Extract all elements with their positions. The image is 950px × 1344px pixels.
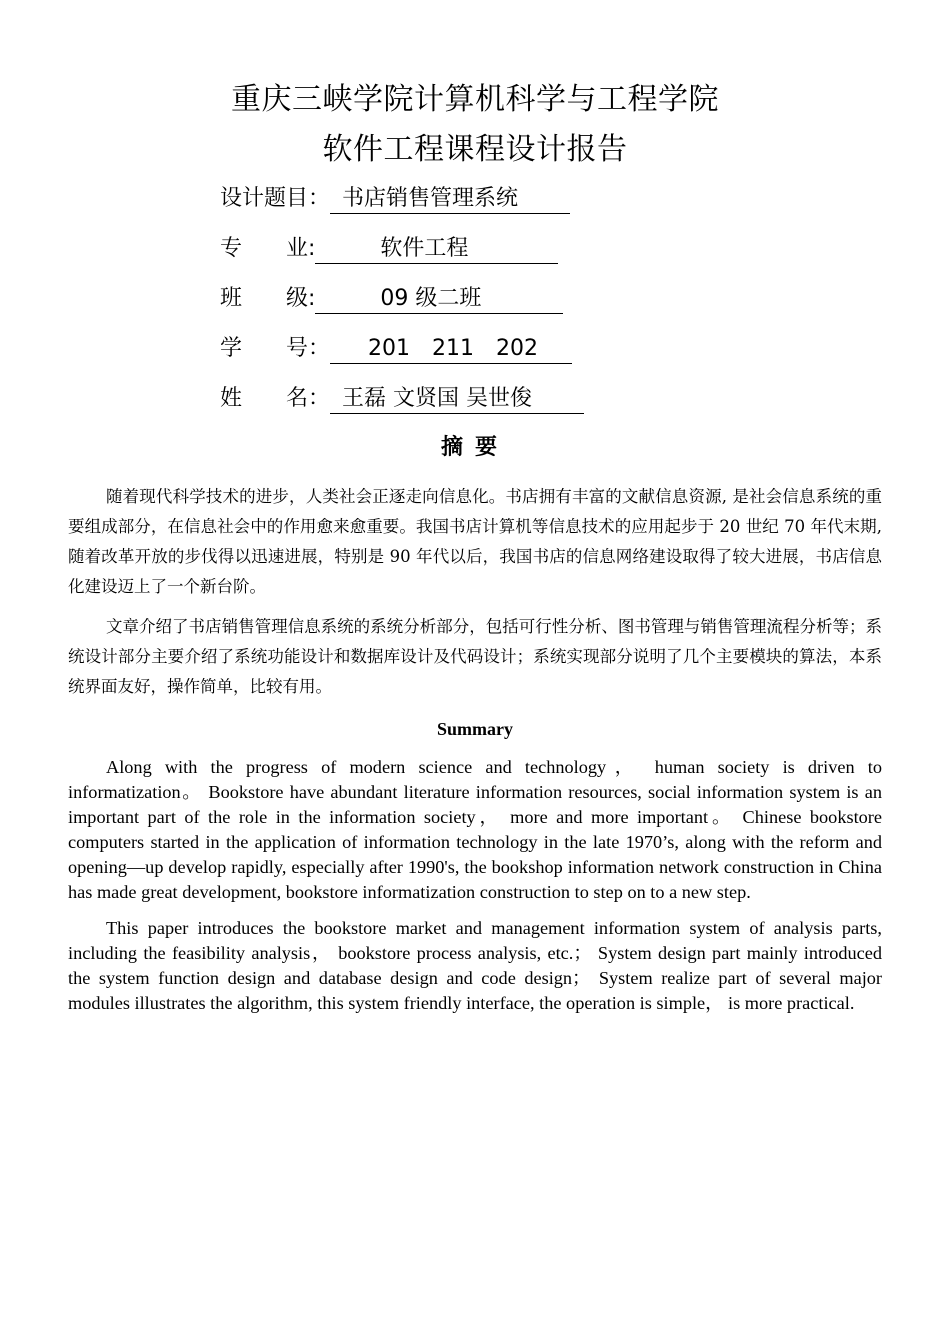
major-value: 软件工程	[315, 235, 558, 264]
info-row-class	[220, 282, 563, 316]
info-row-student-id	[220, 332, 572, 366]
student-id-label: 学 号：	[220, 336, 331, 361]
class-value: 09 级二班	[315, 285, 563, 314]
report-title-line1: 重庆三峡学院计算机科学与工程学院	[231, 82, 719, 117]
info-row-topic	[220, 182, 570, 216]
abstract-paragraph-1: 随着现代科学技术的进步，人类社会正逐走向信息化。书店拥有丰富的文献信息资源, 是社会信息系统的重要组成部分，在信息社会中的作用愈来愈重要。我国书店计算机等信息技术的应用起步于 20 世纪 70 年代末期, 随着改革开放的步伐得以迅速进展，特别是 90 年代以后，我国书店的信息网络建设取得了较大进展，书店信息化建设迈上了一个新台阶。	[68, 487, 882, 596]
name-value: 王磊 文贤国 吴世俊	[330, 385, 584, 414]
info-row-major	[220, 232, 558, 266]
abstract-paragraph-2: 文章介绍了书店销售管理信息系统的系统分析部分，包括可行性分析、图书管理与销售管理流程分析等；系统设计部分主要介绍了系统功能设计和数据库设计及代码设计；系统实现部分说明了几个主要模块的算法，本系统界面友好，操作简单，比较有用。	[68, 617, 882, 696]
summary-paragraph-1: Along with the progress of modern science and technology， human society is driven to informatization。 Bookstore have abundant literature information resources, social information system is an important part of the role in the information society， more and more important。 Chinese bookstore computers started in the application of information technology in the late 1970’s, along with the reform and opening—up develop rapidly, especially after 1990's, the bookshop information network construction in China has made great development, bookstore informatization construction to step on to a new step.	[68, 757, 882, 902]
topic-label: 设计题目：	[220, 186, 331, 211]
major-label: 专 业:	[220, 236, 316, 261]
name-label: 姓 名：	[220, 386, 331, 411]
class-label: 班 级:	[220, 286, 316, 311]
student-id-value: 201 211 202	[330, 335, 572, 364]
topic-value: 书店销售管理系统	[330, 185, 570, 214]
summary-paragraph-2: This paper introduces the bookstore market and management information system of analysis parts, including the feasibility analysis， bookstore process analysis, etc.； System design part mainly introduced the system function design and database design and code design； System realize part of several major modules illustrates the algorithm, this system friendly interface, the operation is simple， is more practical.	[68, 918, 882, 1013]
info-row-name	[220, 382, 584, 416]
abstract-heading: 摘要	[440, 435, 509, 460]
summary-heading: Summary	[437, 719, 513, 739]
report-title-line2: 软件工程课程设计报告	[322, 132, 628, 167]
